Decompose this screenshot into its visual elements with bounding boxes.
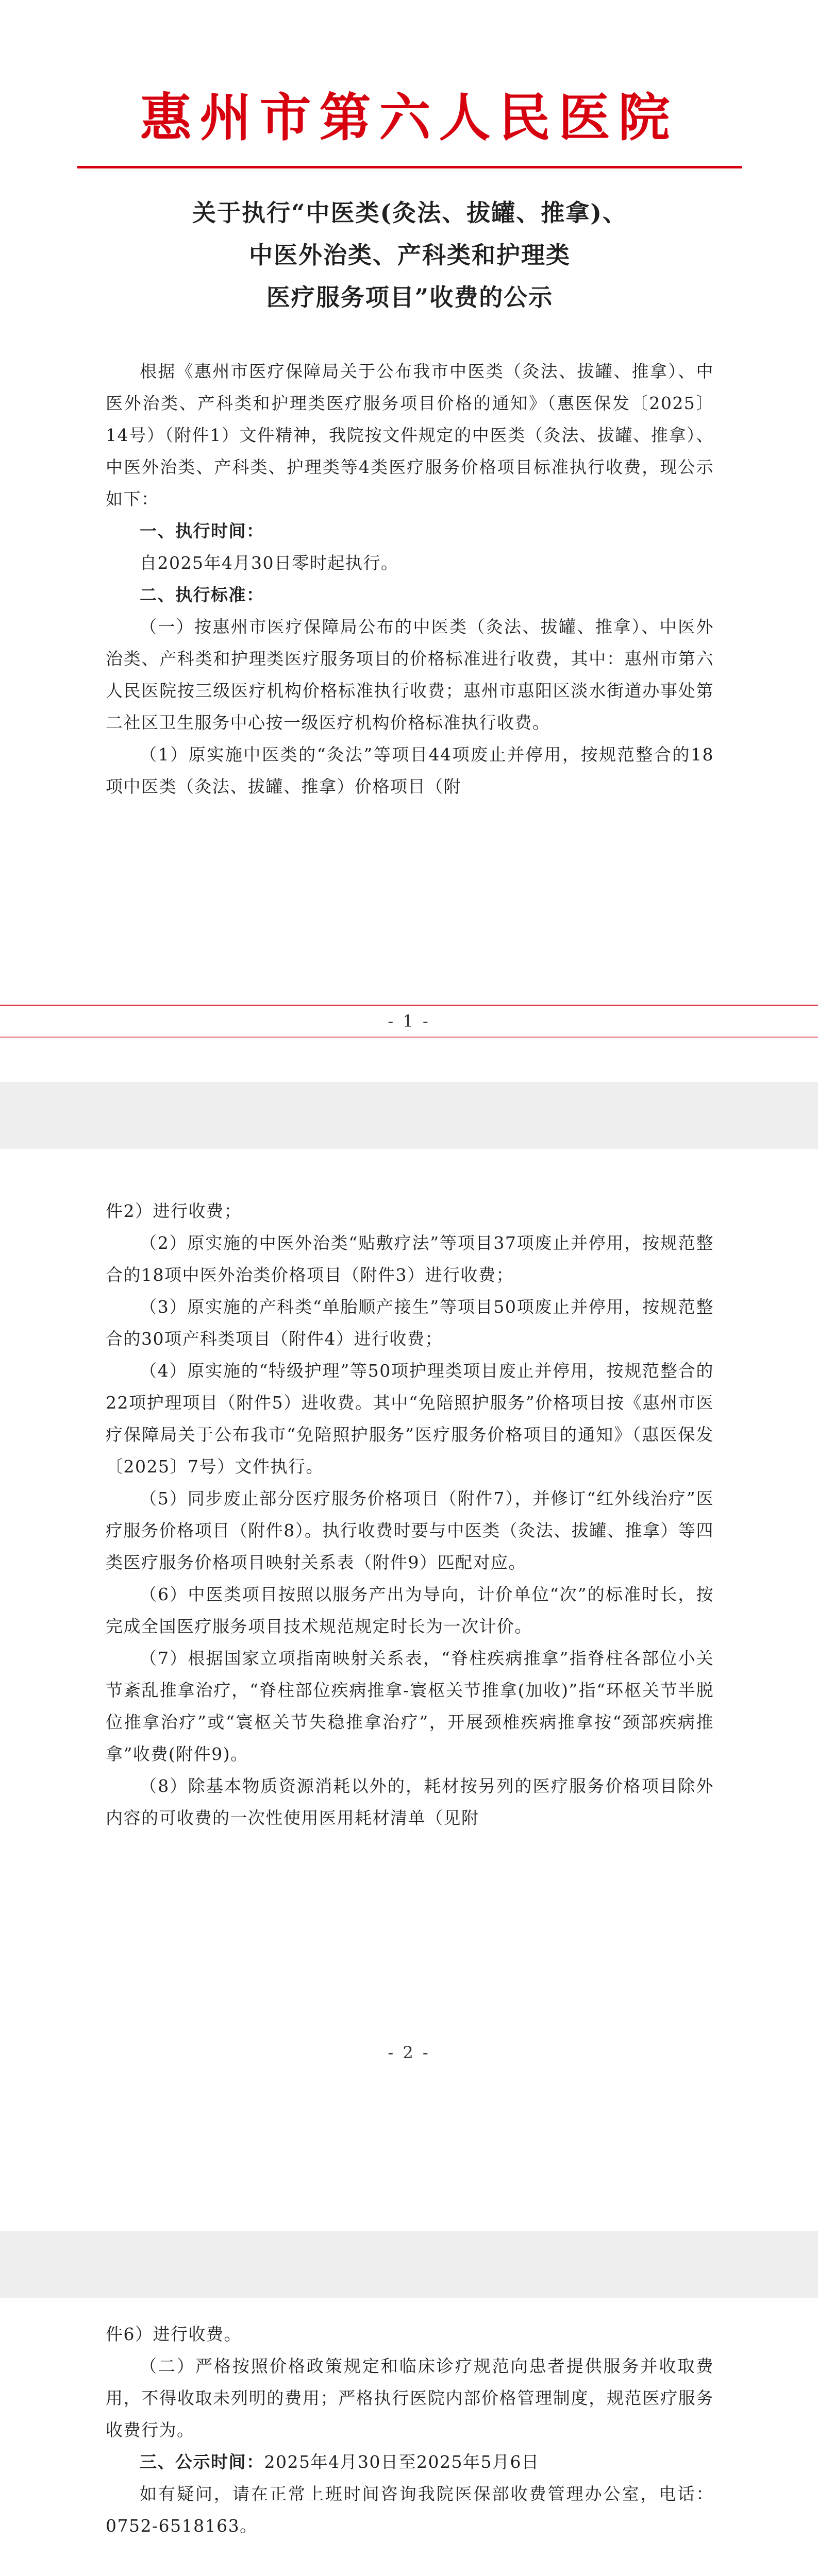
title-line-3: 医疗服务项目”收费的公示: [266, 283, 554, 311]
item-1-paragraph: （一）按惠州市医疗保障局公布的中医类（灸法、拔罐、推拿）、中医外治类、产科类和护理类医疗服务项目的价格标准进行收费，其中：惠州市第六人民医院按三级医疗机构价格标准执行收费；惠州市惠阳区淡水街道办事处第二社区卫生服务中心按一级医疗机构价格标准执行收费。: [106, 617, 714, 733]
item-8-paragraph: （8）除基本物质资源消耗以外的，耗材按另列的医疗服务价格项目除外内容的可收费的一次性使用医用耗材清单（见附: [106, 1776, 714, 1828]
document-page-2: [0, 1149, 818, 2231]
item-4-paragraph: （4）原实施的“特级护理”等50项护理类项目废止并停用，按规范整合的22项护理项目（附件5）进收费。其中“免陪照护服务”价格项目按《惠州市医疗保障局关于公布我市“免陪照护服务”医疗服务价格项目的通知》（惠医保发〔2025〕7号）文件执行。: [106, 1361, 714, 1477]
section-1-text: 自2025年4月30日零时起执行。: [140, 553, 399, 573]
item-3-paragraph: （3）原实施的产科类“单胎顺产接生”等项目50项废止并停用，按规范整合的30项产科类项目（附件4）进行收费；: [106, 1297, 714, 1349]
document-title: [77, 192, 742, 318]
title-line-1: 关于执行“中医类(灸法、拔罐、推拿)、: [192, 199, 627, 227]
page-number-2: - 2 -: [388, 2043, 430, 2062]
continuation-paragraph: 件2）进行收费；: [106, 1201, 242, 1221]
item-6-paragraph: （6）中医类项目按照以服务产出为导向，计价单位“次”的标准时长，按完成全国医疗服务项目技术规范规定时长为一次计价。: [106, 1584, 714, 1636]
document-page-1: [0, 0, 818, 1082]
page-3-body: [106, 2318, 714, 2542]
hospital-letterhead: 惠州市第六人民医院: [140, 87, 678, 148]
section-1-heading: 一、执行时间：: [140, 521, 264, 541]
document-page-3: [0, 2298, 818, 2576]
letterhead-rule: [77, 166, 742, 168]
continuation-paragraph: 件6）进行收费。: [106, 2324, 242, 2344]
page-1-divider-bottom: [0, 1037, 818, 1038]
title-line-2: 中医外治类、产科类和护理类: [249, 241, 571, 269]
intro-paragraph: 根据《惠州市医疗保障局关于公布我市中医类（灸法、拔罐、推拿）、中医外治类、产科类和护理类医疗服务项目价格的通知》（惠医保发〔2025〕14号）（附件1）文件精神，我院按文件规定的中医类（灸法、拔罐、推拿）、中医外治类、产科类、护理类等4类医疗服务价格项目标准执行收费，现公示如下：: [106, 361, 714, 509]
section-3-paragraph: [106, 2446, 714, 2478]
page-number-1: - 1 -: [388, 1011, 430, 1031]
page-2-body: [106, 1195, 714, 1834]
section-2-item-2-paragraph: （二）严格按照价格政策规定和临床诊疗规范向患者提供服务并收取费用，不得收取未列明的费用；严格执行医院内部价格管理制度，规范医疗服务收费行为。: [106, 2356, 714, 2440]
item-5-paragraph: （5）同步废止部分医疗服务价格项目（附件7），并修订“红外线治疗”医疗服务价格项目（附件8）。执行收费时要与中医类（灸法、拔罐、推拿）等四类医疗服务价格项目映射关系表（附件9）匹配对应。: [106, 1488, 714, 1572]
contact-paragraph: 如有疑问，请在正常上班时间咨询我院医保部收费管理办公室，电话：0752-6518163。: [106, 2484, 714, 2536]
page-gap-1: [0, 1082, 818, 1149]
item-1-1-paragraph: （1）原实施中医类的“灸法”等项目44项废止并停用，按规范整合的18项中医类（灸法、拔罐、推拿）价格项目（附: [106, 744, 714, 796]
page-1-divider-top: [0, 1005, 818, 1006]
page-1-body: [106, 355, 714, 803]
item-7-paragraph: （7）根据国家立项指南映射关系表，“脊柱疾病推拿”指脊柱各部位小关节紊乱推拿治疗，“脊柱部位疾病推拿-寰枢关节推拿(加收)”指“环枢关节半脱位推拿治疗”或“寰枢关节失稳推拿治疗”，开展颈椎疾病推拿按“颈部疾病推拿”收费(附件9)。: [106, 1648, 714, 1764]
section-3-heading: 三、公示时间：: [140, 2452, 264, 2472]
item-2-paragraph: （2）原实施的中医外治类“贴敷疗法”等项目37项废止并停用，按规范整合的18项中医外治类价格项目（附件3）进行收费；: [106, 1233, 714, 1285]
section-2-heading: 二、执行标准：: [140, 585, 264, 605]
section-3-text: 2025年4月30日至2025年5月6日: [264, 2452, 540, 2472]
page-gap-2: [0, 2231, 818, 2298]
